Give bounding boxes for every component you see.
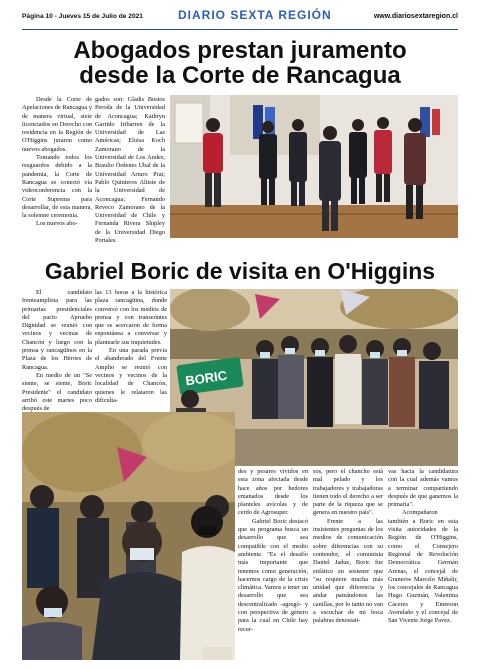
- paragraph: gados son: Gladis Bustos Peroda de la Universidad de Aconcagua; Kathryn Garrido Iribarren de la Universidad de Las Américas; Eloisa Koch Zamorano de la Universidad de Los Andes; Braulio Órdenes Ubal de la Universidad Arturo Prat; Pablo Quinteros Altiste de la Universidad de Aconcagua; Fernando Reveco Zamorano de la Universidad de Chile y Fernanda Rivera Shipley de la Universidad Diego Portales.: [95, 96, 165, 245]
- paragraph: En medio de un "Se siente, se siente, Boric Presidente" el candidato arribó este martes poco después de: [22, 371, 92, 413]
- paragraph: sos, pero el chancho está mal pelado y los trabajadores y trabajadoras tienen todo el derecho a ser parte de la riqueza que se genera en nuestro país".: [313, 468, 383, 517]
- paragraph: Gabriel Boric destacó que su programa busca un desarrollo que sea compatible con el medio ambiente. "Es el desafío más importante que tenemos como generación, hacernos cargo de la crisis climática. Vamos a tener un desarrollo que sea descentralizado -agregó- y con perspectiva de género para la cual en Chile hay recur-: [238, 517, 308, 633]
- paragraph: Acompañaron también a Boric en esta visita autoridades de la Región de O'Higgins, como el Consejero Regional de Revolución Democrática Germán Arenas, el concejal de Graneros Marcelo Miñalir, los concejales de Rancagua Hugo Guzmán, Valentina Cáceres y Emerson Avendaño y el concejal de San Vicente Jorge Pavez.: [388, 509, 458, 625]
- page-date: Página 10 - Jueves 15 de Julio de 2021: [22, 13, 143, 20]
- paragraph: des y pesares vividos en esta zona afectada desde hace años por hedores emanados desde los planteles avícolas y de cerdo de Agrosuper.: [238, 468, 308, 517]
- page-header: [22, 9, 458, 30]
- article2-headline: Gabriel Boric de visita en O'Higgins: [44, 258, 436, 284]
- article2-boric-photo: [22, 412, 235, 660]
- article2-column-3: [238, 468, 308, 634]
- paragraph: vas hacia la candidatura con la cual además vamos a terminar compartiendo después de que ganemos la primaria".: [388, 468, 458, 509]
- newspaper-name: DIARIO SEXTA REGIÓN: [178, 8, 332, 22]
- article1-column-2: [95, 96, 165, 245]
- paragraph: Tomando todos los resguardos debido a la pandemia, la Corte de Rancagua se conectó vía videoconferencia con la Corte Suprema para desarrollar, de esta manera, la solemne ceremonia.: [22, 154, 92, 220]
- article2-column-5: [388, 468, 458, 626]
- article1-column-1: [22, 96, 92, 229]
- article2-column-4: [313, 468, 383, 626]
- article2-column-1: [22, 289, 92, 413]
- banner-text: BORIC: [184, 367, 228, 389]
- paragraph: Los nuevos abo-: [36, 220, 78, 228]
- paragraph: En una parada previa el abanderado del Frente Amplio se reunió con vecinos y vecinos de la localidad de Chancón, quienes le relataron las dificulta-: [95, 347, 167, 404]
- article1-headline: [40, 38, 440, 88]
- headline-line-1: Abogados prestan juramento: [73, 37, 407, 64]
- headline-line-2: desde la Corte de Rancagua: [79, 62, 401, 90]
- paragraph: las 13 horas a la histórica plaza rancagüina, donde conversó con los medios de prensa y con transeúntes que se acercaron de forma espontánea a conversar y plantearle sus inquietudes.: [95, 289, 167, 346]
- article1-photo: [170, 95, 458, 238]
- paragraph: El candidato frenteamplista para las primarias presidenciales del pacto Apruebo Dignidad se reunió con vecinos y vecinas de Chancón y luego con la prensa y rancagüinos en la Plaza de los Héroes de Rancagua.: [22, 289, 92, 371]
- paragraph: Frente a las insistentes preguntas de los medios de comunicación sobre diferencias con su contendor, el comunista Daniel Jadue, Boric fue enfático en sostener que "su requiere mucha más unidad que diferencia y andar pateándonos las canillas, por lo tanto no van a escuchar de mi boca palabras denostati-: [313, 517, 383, 625]
- website-url: www.diariosextaregion.cl: [373, 13, 458, 20]
- article2-column-2: [95, 289, 167, 405]
- paragraph: Desde la Corte de Apelaciones de Rancagua y de manera virtual, siete licenciados en Derecho con residencia en la Región de O'Higgins juraron como nuevos abogados.: [22, 96, 92, 153]
